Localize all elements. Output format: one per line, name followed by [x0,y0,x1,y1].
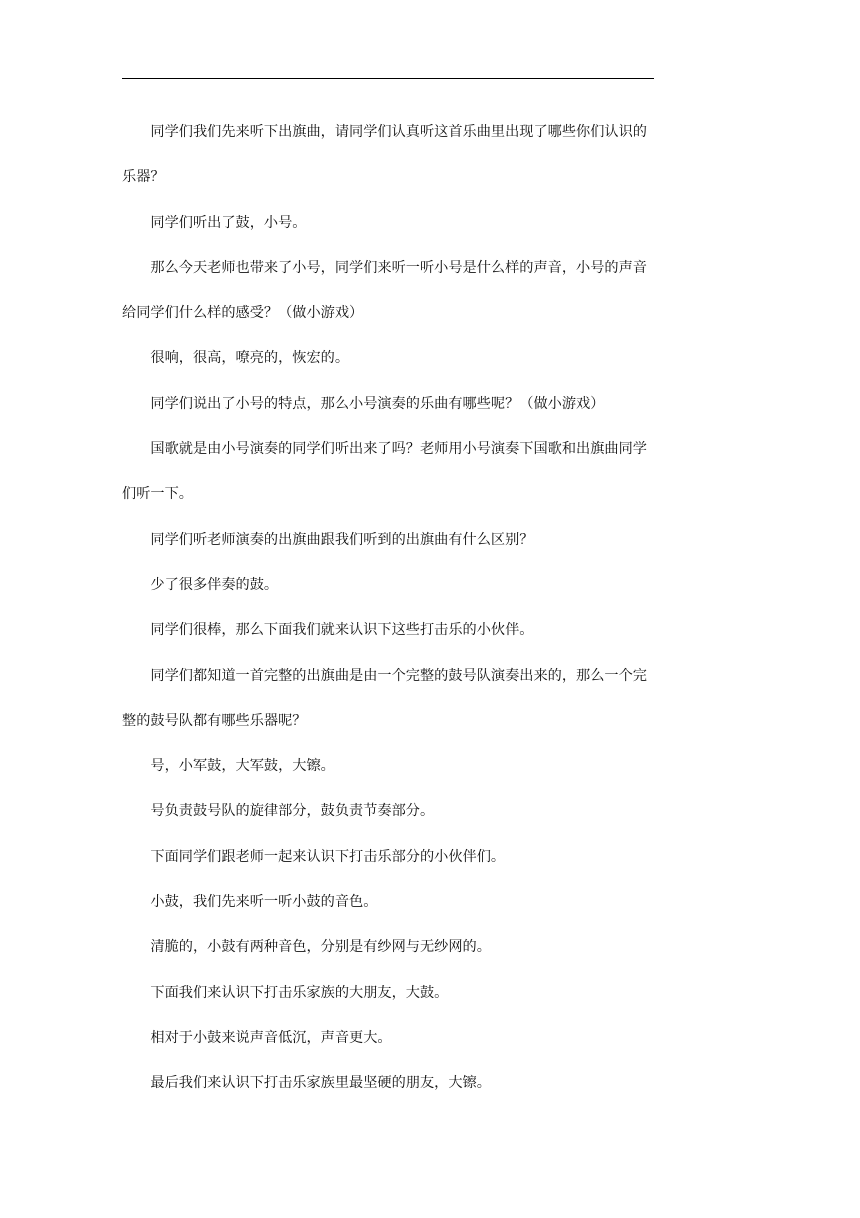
paragraph: 清脆的，小鼓有两种音色，分别是有纱网与无纱网的。 [150,939,491,956]
paragraph: 同学们说出了小号的特点，那么小号演奏的乐曲有哪些呢？（做小游戏） [150,395,605,412]
paragraph: 国歌就是由小号演奏的同学们听出来了吗？老师用小号演奏下国歌和出旗曲同学们听一下。 [122,441,647,503]
paragraph: 同学们听老师演奏的出旗曲跟我们听到的出旗曲有什么区别？ [150,531,534,548]
paragraph: 很响，很高，嘹亮的，恢宏的。 [150,350,350,367]
paragraph: 号负责鼓号队的旋律部分，鼓负责节奏部分。 [150,803,435,820]
paragraph: 那么今天老师也带来了小号，同学们来听一听小号是什么样的声音，小号的声音给同学们什么样的感受？（做小游戏） [122,259,647,322]
paragraph: 下面同学们跟老师一起来认识下打击乐部分的小伙伴们。 [150,848,506,865]
paragraph: 下面我们来认识下打击乐家族的大朋友，大鼓。 [150,984,449,1001]
paragraph: 同学们听出了鼓，小号。 [150,214,307,231]
paragraph: 少了很多伴奏的鼓。 [150,576,279,593]
paragraph: 同学们我们先来听下出旗曲，请同学们认真听这首乐曲里出现了哪些你们认识的乐器？ [122,124,647,186]
paragraph: 小鼓，我们先来听一听小鼓的音色。 [150,894,378,911]
document-body [122,110,658,1107]
header-rule [122,78,654,79]
paragraph: 同学们都知道一首完整的出旗曲是由一个完整的鼓号队演奏出来的，那么一个完整的鼓号队都有哪些乐器呢？ [122,667,647,729]
paragraph: 号，小军鼓，大军鼓，大镲。 [150,758,335,775]
paragraph: 最后我们来认识下打击乐家族里最坚硬的朋友，大镲。 [150,1075,491,1092]
paragraph: 同学们很棒，那么下面我们就来认识下这些打击乐的小伙伴。 [150,622,534,639]
paragraph: 相对于小鼓来说声音低沉，声音更大。 [150,1029,392,1046]
